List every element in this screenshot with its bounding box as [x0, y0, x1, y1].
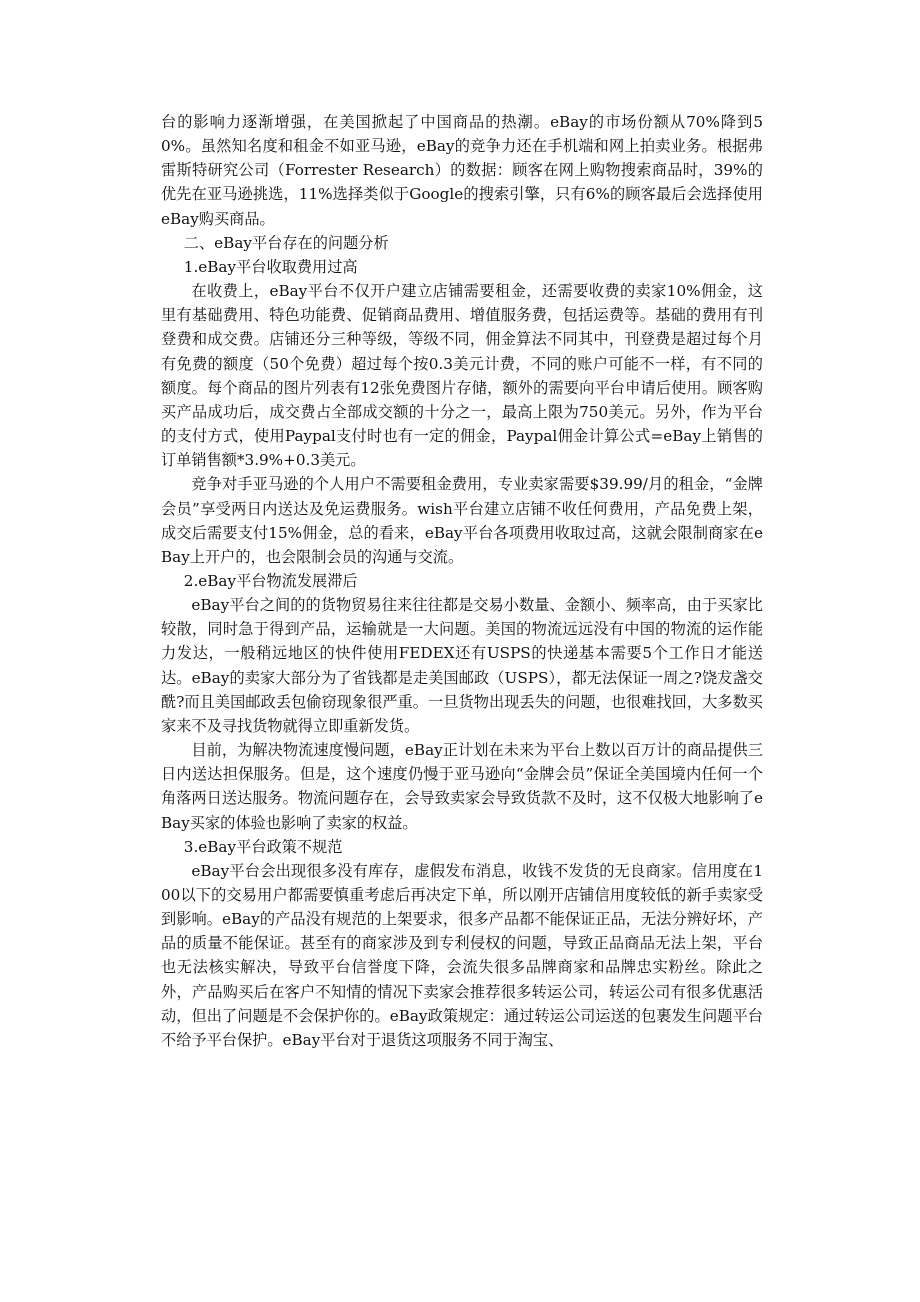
document-body — [161, 110, 763, 1052]
paragraph-competitor-fees: 竞争对手亚马逊的个人用户不需要租金费用，专业卖家需要$39.99/月的租金，“金牌会员”享受两日内送达及免运费服务。wish平台建立店铺不收任何费用，产品免费上架，成交后需要支付15%佣金，总的看来，eBay平台各项费用收取过高，这就会限制商家在eBay上开户的，也会限制会员的沟通与交流。 — [161, 475, 763, 566]
paragraph-intro-continuation: 台的影响力逐渐增强，在美国掀起了中国商品的热潮。eBay的市场份额从70%降到50%。虽然知名度和租金不如亚马逊，eBay的竞争力还在手机端和网上拍卖业务。根据弗雷斯特研究公司（Forrester Research）的数据：顾客在网上购物搜索商品时，39%的优先在亚马逊挑选，11%选择类似于Google的搜索引擎，只有6%的顾客最后会选择使用eBay购买商品。 — [161, 113, 763, 228]
paragraph-logistics-detail: eBay平台之间的的货物贸易往来往往都是交易小数量、金额小、频率高，由于买家比较散，同时急于得到产品，运输就是一大问题。美国的物流远远没有中国的物流的运作能力发达，一般稍远地区的快件使用FEDEX还有USPS的快递基本需要5个工作日才能送达。eBay的卖家大部分为了省钱都是走美国邮政（USPS），都无法保证一周之?饶犮盏交酰?而且美国邮政丢包偷窃现象很严重。一旦货物出现丢失的问题，也很难找回，大多数买家来不及寻找货物就得立即重新发货。 — [161, 596, 763, 735]
paragraph-logistics-plan: 目前，为解决物流速度慢问题，eBay正计划在未来为平台上数以百万计的商品提供三日内送达担保服务。但是，这个速度仍慢于亚马逊向“金牌会员”保证全美国境内任何一个角落两日送达服务。物流问题存在，会导致卖家会导致货款不及时，这不仅极大地影响了eBay买家的体验也影响了卖家的权益。 — [161, 741, 763, 832]
subheading-policy-irregular: 3.eBay平台政策不规范 — [183, 837, 343, 856]
paragraph-policy-detail: eBay平台会出现很多没有库存，虚假发布消息，收钱不发货的无良商家。信用度在100以下的交易用户都需要慎重考虑后再决定下单，所以刚开店铺信用度较低的新手卖家受到影响。eBay的产品没有规范的上架要求，很多产品都不能保证正品，无法分辨好坏，产品的质量不能保证。甚至有的商家涉及到专利侵权的问题，导致正品商品无法上架，平台也无法核实解决，导致平台信誉度下降，会流失很多品牌商家和品牌忠实粉丝。除此之外，产品购买后在客户不知情的情况下卖家会推荐很多转运公司，转运公司有很多优惠活动，但出了问题是不会保护你的。eBay政策规定：通过转运公司运送的包裹发生问题平台不给予平台保护。eBay平台对于退货这项服务不同于淘宝、 — [161, 861, 763, 1049]
subheading-logistics-lag: 2.eBay平台物流发展滞后 — [183, 571, 358, 590]
paragraph-fees-detail: 在收费上，eBay平台不仅开户建立店铺需要租金，还需要收费的卖家10%佣金，这里有基础费用、特色功能费、促销商品费用、增值服务费，包括运费等。基础的费用有刊登费和成交费。店铺还分三种等级，等级不同，佣金算法不同其中，刊登费是超过每个月有免费的额度（50个免费）超过每个按0.3美元计费，不同的账户可能不一样，有不同的额度。每个商品的图片列表有12张免费图片存储，额外的需要向平台申请后使用。顾客购买产品成功后，成交费占全部成交额的十分之一，最高上限为750美元。另外，作为平台的支付方式，使用Paypal支付时也有一定的佣金，Paypal佣金计算公式=eBay上销售的订单销售额*3.9%+0.3美元。 — [161, 282, 763, 470]
subheading-fees-too-high: 1.eBay平台收取费用过高 — [183, 257, 358, 276]
section-heading-problem-analysis: 二、eBay平台存在的问题分析 — [183, 233, 389, 252]
